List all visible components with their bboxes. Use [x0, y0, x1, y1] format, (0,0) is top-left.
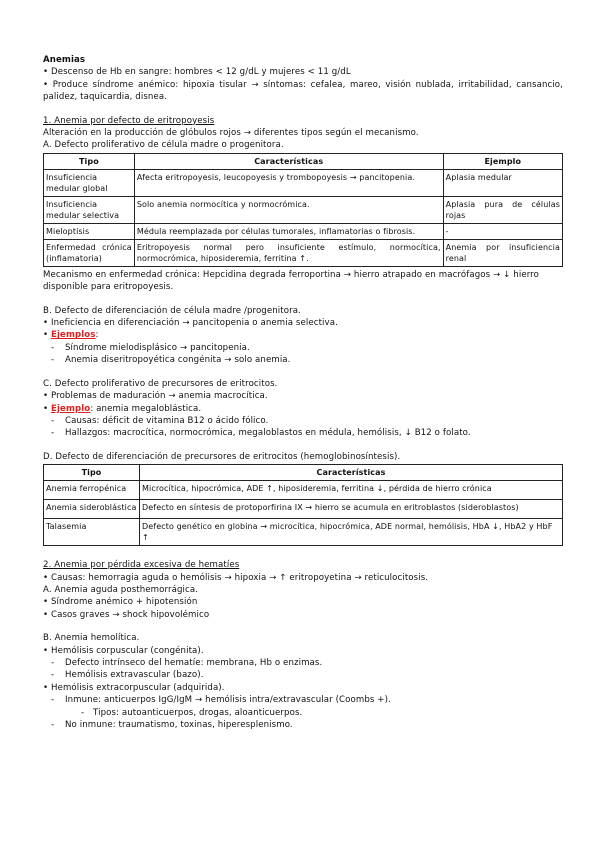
table-row: [44, 169, 563, 196]
cell-tipo: Enfermedad crónica (inflamatoria): [44, 239, 135, 266]
cell-caracteristicas: Solo anemia normocítica y normocrómica.: [134, 196, 443, 223]
list-item: - Defecto intrínseco del hematíe: membrana, Hb o enzimas.: [43, 657, 563, 669]
col-header-ejemplo: Ejemplo: [443, 153, 562, 169]
section-1b-heading: B. Defecto de diferenciación de célula madre /progenitora.: [43, 305, 301, 316]
cell-caracteristicas: Médula reemplazada por células tumorales, inflamatorias o fibrosis.: [134, 223, 443, 239]
cell-tipo: Insuficiencia medular selectiva: [44, 196, 135, 223]
col-header-caracteristicas: Características: [134, 153, 443, 169]
section-2a-heading: A. Anemia aguda posthemorrágica.: [43, 584, 199, 595]
list-item: - No inmune: traumatismo, toxinas, hiperesplenismo.: [43, 719, 563, 731]
table-defecto-proliferativo: [43, 153, 563, 267]
cell-ejemplo: -: [443, 223, 562, 239]
corpuscular-line: • Hemólisis corpuscular (congénita).: [43, 645, 204, 656]
cell-ejemplo: Aplasia medular: [443, 169, 562, 196]
list-item: - Causas: déficit de vitamina B12 o ácido fólico.: [43, 415, 563, 427]
cell-tipo: Insuficiencia medular global: [44, 169, 135, 196]
table-row: [44, 500, 563, 519]
section-2-causas: • Causas: hemorragia aguda o hemólisis → hipoxia → ↑ eritropoyetina → reticulocitosis.: [43, 572, 429, 583]
cell-caracteristicas: Afecta eritropoyesis, leucopoyesis y trombopoyesis → pancitopenia.: [134, 169, 443, 196]
ejemplos-label: Ejemplos: [51, 330, 96, 341]
table-row: [44, 519, 563, 546]
section-2a-line: • Síndrome anémico + hipotensión: [43, 597, 198, 608]
col-header-caracteristicas: Características: [140, 465, 563, 481]
list-item: - Síndrome mielodisplásico → pancitopenia.: [43, 342, 563, 354]
cell-ejemplo: Anemia por insuficiencia renal: [443, 239, 562, 266]
cell-caracteristicas: Eritropoyesis normal pero insuficiente estímulo, normocítica, normocrómica, hiposideremia, ferritina ↑.: [134, 239, 443, 266]
section-1b-line: • Ineficiencia en diferenciación → pancitopenia o anemia selectiva.: [43, 318, 338, 329]
section-1c-heading: C. Defecto proliferativo de precursores de eritrocitos.: [43, 378, 278, 389]
section-1c-line: • Problemas de maduración → anemia macrocítica.: [43, 391, 268, 402]
intro-line-1: • Descenso de Hb en sangre: hombres < 12 g/dL y mujeres < 11 g/dL: [43, 67, 351, 78]
section-1-desc: Alteración en la producción de glóbulos rojos → diferentes tipos según el mecanismo.: [43, 128, 419, 139]
mecanismo-text: Mecanismo en enfermedad crónica: Hepcidina degrada ferroportina → hierro atrapado en macrófagos → ↓ hierro disponible para eritropoyesis.: [43, 269, 539, 293]
list-item: - Anemia diseritropoyética congénita → solo anemia.: [43, 354, 563, 366]
cell-caracteristicas: Microcítica, hipocrómica, ADE ↑, hiposideremia, ferritina ↓, pérdida de hierro crónica: [140, 481, 563, 500]
extracorpuscular-line: • Hemólisis extracorpuscular (adquirida).: [43, 682, 225, 693]
table-row: [44, 196, 563, 223]
page-title: Anemias: [43, 55, 86, 65]
table-hemoglobinosintesis: [43, 464, 563, 546]
intro-line-2: • Produce síndrome anémico: hipoxia tisular → síntomas: cefalea, mareo, visión nublada, irritabilidad, cansancio, palidez, taquicardia, disnea.: [43, 79, 563, 103]
colon: :: [95, 330, 99, 341]
cell-caracteristicas: Defecto en síntesis de protoporfirina IX → hierro se acumula en eritroblastos (sideroblastos): [140, 500, 563, 519]
list-subitem: - Tipos: autoanticuerpos, drogas, aloanticuerpos.: [43, 707, 563, 719]
bullet: •: [43, 330, 52, 341]
table-row: [44, 223, 563, 239]
document-page: [43, 54, 563, 731]
ejemplo-label: Ejemplo: [51, 403, 91, 414]
section-2b-heading: B. Anemia hemolítica.: [43, 633, 140, 644]
col-header-tipo: Tipo: [44, 153, 135, 169]
list-item: - Inmune: anticuerpos IgG/IgM → hemólisis intra/extravascular (Coombs +).: [43, 694, 563, 706]
col-header-tipo: Tipo: [44, 465, 140, 481]
ejemplo-line: [43, 403, 563, 415]
section-1a-heading: A. Defecto proliferativo de célula madre o progenitora.: [43, 140, 284, 151]
table-header-row: [44, 153, 563, 169]
table-row: [44, 239, 563, 266]
cell-caracteristicas: Defecto genético en globina → microcítica, hipocrómica, ADE normal, hemólisis, HbA ↓, HbA2 y HbF ↑: [140, 519, 563, 546]
cell-tipo: Talasemia: [44, 519, 140, 546]
list-item: - Hallazgos: macrocítica, normocrómica, megaloblastos en médula, hemólisis, ↓ B12 o folato.: [43, 427, 563, 439]
cell-tipo: Mieloptisis: [44, 223, 135, 239]
table-row: [44, 481, 563, 500]
section-2-heading: 2. Anemia por pérdida excesiva de hematíes: [43, 560, 240, 571]
cell-tipo: Anemia sideroblástica: [44, 500, 140, 519]
section-1d-heading: D. Defecto de diferenciación de precursores de eritrocitos (hemoglobinosíntesis).: [43, 451, 401, 462]
cell-ejemplo: Aplasia pura de células rojas: [443, 196, 562, 223]
section-2a-line: • Casos graves → shock hipovolémico: [43, 609, 210, 620]
table-header-row: [44, 465, 563, 481]
ejemplo-rest: : anemia megaloblástica.: [90, 403, 202, 414]
section-1-heading: 1. Anemia por defecto de eritropoyesis: [43, 115, 215, 126]
bullet: •: [43, 403, 52, 414]
ejemplos-line: [43, 329, 563, 341]
cell-tipo: Anemia ferropénica: [44, 481, 140, 500]
list-item: - Hemólisis extravascular (bazo).: [43, 669, 563, 681]
